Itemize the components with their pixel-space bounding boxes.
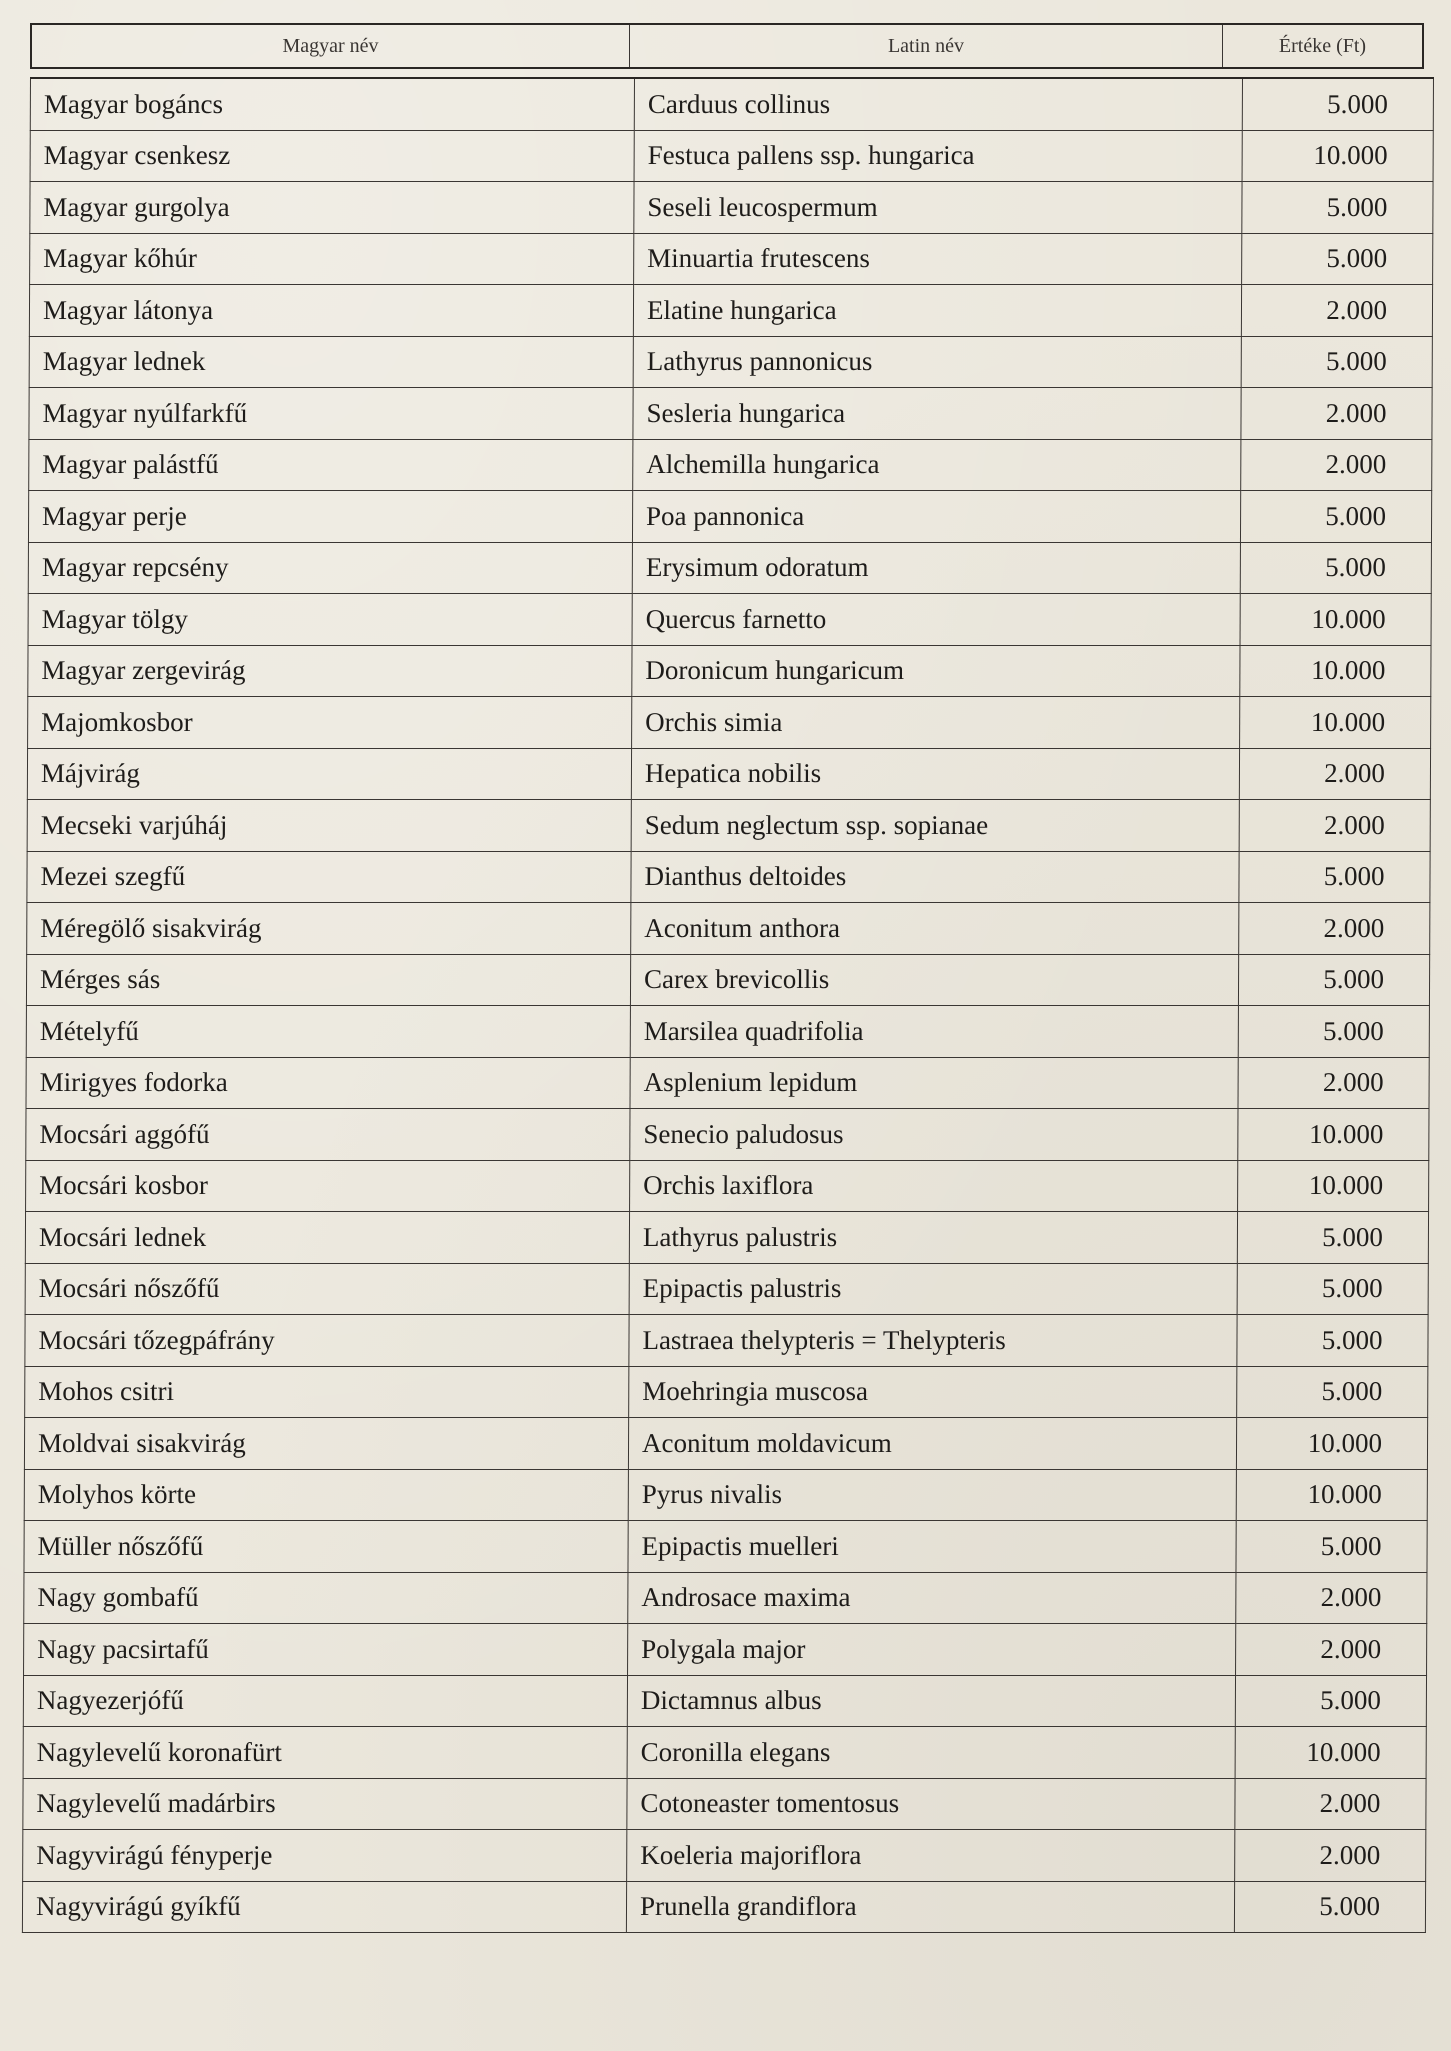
table-row bbox=[24, 1521, 1427, 1573]
table-row bbox=[23, 1778, 1426, 1830]
table-row bbox=[26, 1109, 1429, 1161]
table-row bbox=[30, 130, 1433, 182]
latin-name-cell: Minuartia frutescens bbox=[634, 233, 1242, 285]
hungarian-name-cell: Majomkosbor bbox=[28, 697, 632, 749]
latin-name-cell: Lathyrus palustris bbox=[629, 1212, 1237, 1264]
latin-name-cell: Erysimum odoratum bbox=[632, 542, 1240, 594]
table-row bbox=[28, 594, 1431, 646]
value-cell: 5.000 bbox=[1241, 336, 1432, 388]
latin-name-cell: Aconitum moldavicum bbox=[628, 1418, 1236, 1470]
latin-name-cell: Alchemilla hungarica bbox=[633, 439, 1241, 491]
hungarian-name-cell: Mételyfű bbox=[26, 1006, 630, 1058]
hungarian-name-cell: Molyhos körte bbox=[24, 1469, 628, 1521]
latin-name-cell: Asplenium lepidum bbox=[630, 1057, 1238, 1109]
latin-name-cell: Poa pannonica bbox=[632, 491, 1240, 543]
value-cell: 2.000 bbox=[1238, 1057, 1429, 1109]
hungarian-name-cell: Müller nőszőfű bbox=[24, 1521, 628, 1573]
latin-name-cell: Polygala major bbox=[628, 1624, 1236, 1676]
value-cell: 5.000 bbox=[1236, 1521, 1427, 1573]
hungarian-name-cell: Nagy gombafű bbox=[24, 1572, 628, 1624]
table-row bbox=[26, 1057, 1429, 1109]
hungarian-name-cell: Magyar gurgolya bbox=[30, 182, 634, 234]
value-cell: 5.000 bbox=[1237, 1315, 1428, 1367]
table-row bbox=[27, 748, 1430, 800]
latin-name-cell: Festuca pallens ssp. hungarica bbox=[634, 130, 1242, 182]
latin-name-cell: Seseli leucospermum bbox=[634, 182, 1242, 234]
hungarian-name-cell: Magyar kőhúr bbox=[30, 233, 634, 285]
latin-name-cell: Epipactis palustris bbox=[629, 1263, 1237, 1315]
latin-name-cell: Koeleria majoriflora bbox=[627, 1830, 1235, 1882]
value-cell: 10.000 bbox=[1236, 1469, 1427, 1521]
value-cell: 10.000 bbox=[1242, 130, 1433, 182]
hungarian-name-cell: Mérges sás bbox=[26, 954, 630, 1006]
value-cell: 5.000 bbox=[1238, 954, 1429, 1006]
value-cell: 10.000 bbox=[1238, 1160, 1429, 1212]
latin-name-cell: Orchis simia bbox=[632, 697, 1240, 749]
value-cell: 10.000 bbox=[1238, 1109, 1429, 1161]
table-row bbox=[24, 1469, 1427, 1521]
hungarian-name-cell: Mezei szegfű bbox=[27, 851, 631, 903]
header-latin-name: Latin név bbox=[630, 25, 1223, 67]
hungarian-name-cell: Magyar tölgy bbox=[28, 594, 632, 646]
value-cell: 5.000 bbox=[1238, 1006, 1429, 1058]
table-row bbox=[23, 1675, 1426, 1727]
table-row bbox=[27, 903, 1430, 955]
value-cell: 10.000 bbox=[1235, 1727, 1426, 1779]
table-row bbox=[29, 388, 1432, 440]
latin-name-cell: Lathyrus pannonicus bbox=[633, 336, 1241, 388]
hungarian-name-cell: Moldvai sisakvirág bbox=[24, 1418, 628, 1470]
value-cell: 10.000 bbox=[1240, 594, 1431, 646]
table-row bbox=[30, 78, 1433, 130]
hungarian-name-cell: Magyar bogáncs bbox=[30, 78, 634, 130]
value-cell: 2.000 bbox=[1239, 903, 1430, 955]
hungarian-name-cell: Magyar látonya bbox=[29, 285, 633, 337]
table-row bbox=[24, 1418, 1427, 1470]
hungarian-name-cell: Májvirág bbox=[27, 748, 631, 800]
hungarian-name-cell: Magyar palástfű bbox=[29, 439, 633, 491]
value-cell: 5.000 bbox=[1239, 851, 1430, 903]
latin-name-cell: Elatine hungarica bbox=[633, 285, 1241, 337]
hungarian-name-cell: Magyar lednek bbox=[29, 336, 633, 388]
table-row bbox=[27, 851, 1430, 903]
header-hungarian-name: Magyar név bbox=[32, 25, 630, 67]
latin-name-cell: Sesleria hungarica bbox=[633, 388, 1241, 440]
table-row bbox=[29, 336, 1432, 388]
value-cell: 2.000 bbox=[1239, 748, 1430, 800]
header-value: Értéke (Ft) bbox=[1278, 34, 1367, 57]
latin-name-cell: Dictamnus albus bbox=[627, 1675, 1235, 1727]
latin-name-cell: Sedum neglectum ssp. sopianae bbox=[631, 800, 1239, 852]
latin-name-cell: Moehringia muscosa bbox=[629, 1366, 1237, 1418]
latin-name-cell: Carduus collinus bbox=[634, 78, 1242, 130]
hungarian-name-cell: Nagyvirágú gyíkfű bbox=[22, 1881, 626, 1933]
table-row bbox=[29, 439, 1432, 491]
value-cell: 5.000 bbox=[1242, 233, 1433, 285]
latin-name-cell: Cotoneaster tomentosus bbox=[627, 1778, 1235, 1830]
table-row bbox=[28, 697, 1431, 749]
hungarian-name-cell: Magyar repcsény bbox=[28, 542, 632, 594]
hungarian-name-cell: Mocsári kosbor bbox=[26, 1160, 630, 1212]
table-row bbox=[28, 491, 1431, 543]
latin-name-cell: Orchis laxiflora bbox=[630, 1160, 1238, 1212]
value-cell: 2.000 bbox=[1239, 800, 1430, 852]
latin-name-cell: Hepatica nobilis bbox=[631, 748, 1239, 800]
table-row bbox=[26, 1160, 1429, 1212]
hungarian-name-cell: Mocsári nőszőfű bbox=[25, 1263, 629, 1315]
table-row bbox=[25, 1366, 1428, 1418]
value-cell: 2.000 bbox=[1241, 388, 1432, 440]
latin-name-cell: Coronilla elegans bbox=[627, 1727, 1235, 1779]
latin-name-cell: Carex brevicollis bbox=[630, 954, 1238, 1006]
table-row bbox=[30, 233, 1433, 285]
table-row bbox=[24, 1572, 1427, 1624]
hungarian-name-cell: Nagylevelű koronafürt bbox=[23, 1727, 627, 1779]
hungarian-name-cell: Mocsári aggófű bbox=[26, 1109, 630, 1161]
table-header bbox=[30, 23, 1424, 69]
hungarian-name-cell: Mocsári tőzegpáfrány bbox=[25, 1315, 629, 1367]
value-cell: 10.000 bbox=[1240, 645, 1431, 697]
value-cell: 2.000 bbox=[1236, 1624, 1427, 1676]
latin-name-cell: Senecio paludosus bbox=[630, 1109, 1238, 1161]
table-row bbox=[26, 1006, 1429, 1058]
table-row bbox=[26, 954, 1429, 1006]
latin-name-cell: Pyrus nivalis bbox=[628, 1469, 1236, 1521]
hungarian-name-cell: Mecseki varjúháj bbox=[27, 800, 631, 852]
hungarian-name-cell: Magyar nyúlfarkfű bbox=[29, 388, 633, 440]
table-row bbox=[25, 1212, 1428, 1264]
hungarian-name-cell: Mirigyes fodorka bbox=[26, 1057, 630, 1109]
table-row bbox=[23, 1727, 1426, 1779]
value-cell: 2.000 bbox=[1241, 439, 1432, 491]
value-cell: 5.000 bbox=[1237, 1366, 1428, 1418]
latin-name-cell: Aconitum anthora bbox=[631, 903, 1239, 955]
latin-name-cell: Quercus farnetto bbox=[632, 594, 1240, 646]
table-row bbox=[22, 1881, 1425, 1933]
value-cell: 5.000 bbox=[1242, 78, 1433, 130]
value-cell: 2.000 bbox=[1235, 1830, 1426, 1882]
hungarian-name-cell: Nagyezerjófű bbox=[23, 1675, 627, 1727]
value-cell: 2.000 bbox=[1236, 1572, 1427, 1624]
value-cell: 5.000 bbox=[1234, 1881, 1425, 1933]
latin-name-cell: Marsilea quadrifolia bbox=[630, 1006, 1238, 1058]
value-cell: 5.000 bbox=[1235, 1675, 1426, 1727]
table-row bbox=[27, 800, 1430, 852]
table-row bbox=[29, 285, 1432, 337]
species-table bbox=[22, 77, 1434, 1922]
value-cell: 5.000 bbox=[1240, 491, 1431, 543]
latin-name-cell: Lastraea thelypteris = Thelypteris bbox=[629, 1315, 1237, 1367]
hungarian-name-cell: Mocsári lednek bbox=[25, 1212, 629, 1264]
hungarian-name-cell: Magyar zergevirág bbox=[28, 645, 632, 697]
value-cell: 5.000 bbox=[1237, 1263, 1428, 1315]
value-cell: 2.000 bbox=[1235, 1778, 1426, 1830]
hungarian-name-cell: Méregölő sisakvirág bbox=[27, 903, 631, 955]
value-cell: 5.000 bbox=[1242, 182, 1433, 234]
hungarian-name-cell: Mohos csitri bbox=[25, 1366, 629, 1418]
latin-name-cell: Prunella grandiflora bbox=[626, 1881, 1234, 1933]
table-row bbox=[25, 1263, 1428, 1315]
table-row bbox=[28, 542, 1431, 594]
latin-name-cell: Epipactis muelleri bbox=[628, 1521, 1236, 1573]
table-row bbox=[25, 1315, 1428, 1367]
table-row bbox=[28, 645, 1431, 697]
value-cell: 5.000 bbox=[1237, 1212, 1428, 1264]
latin-name-cell: Androsace maxima bbox=[628, 1572, 1236, 1624]
table-row bbox=[30, 182, 1433, 234]
value-cell: 10.000 bbox=[1236, 1418, 1427, 1470]
latin-name-cell: Doronicum hungaricum bbox=[632, 645, 1240, 697]
latin-name-cell: Dianthus deltoides bbox=[631, 851, 1239, 903]
hungarian-name-cell: Nagy pacsirtafű bbox=[24, 1624, 628, 1676]
table-row bbox=[24, 1624, 1427, 1676]
table-row bbox=[23, 1830, 1426, 1882]
hungarian-name-cell: Nagyvirágú fényperje bbox=[23, 1830, 627, 1882]
hungarian-name-cell: Magyar perje bbox=[28, 491, 632, 543]
hungarian-name-cell: Nagylevelű madárbirs bbox=[23, 1778, 627, 1830]
value-cell: 2.000 bbox=[1241, 285, 1432, 337]
table-body bbox=[22, 78, 1433, 1933]
value-cell: 10.000 bbox=[1240, 697, 1431, 749]
hungarian-name-cell: Magyar csenkesz bbox=[30, 130, 634, 182]
value-cell: 5.000 bbox=[1240, 542, 1431, 594]
